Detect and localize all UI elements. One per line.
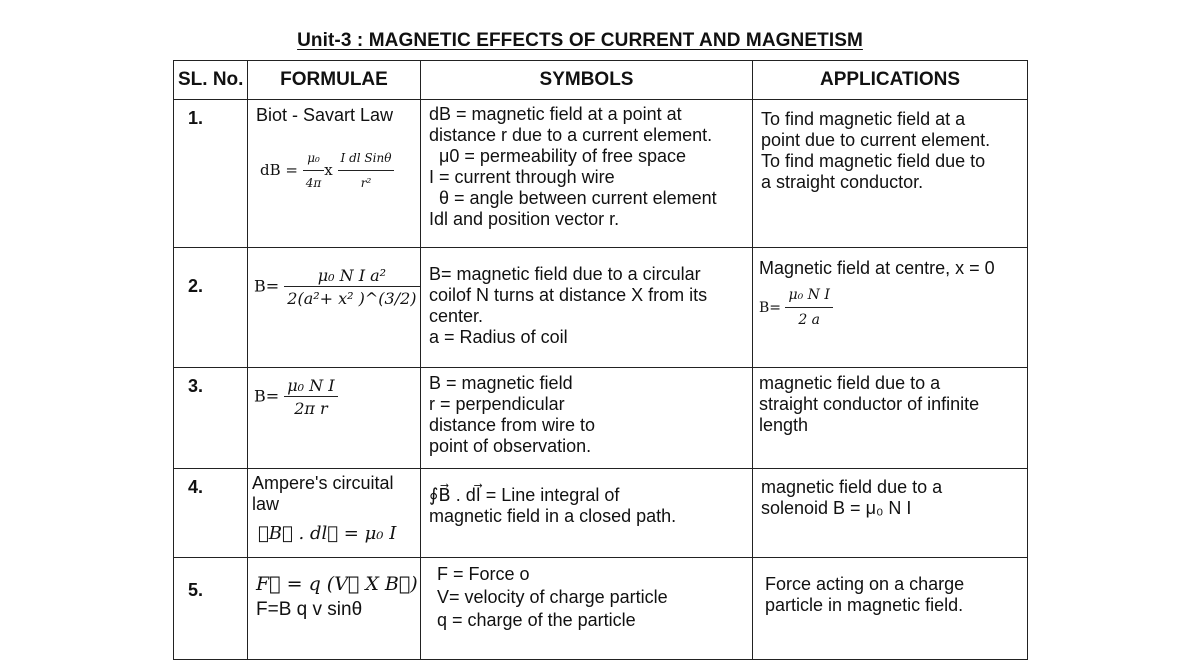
page-title: Unit-3 : MAGNETIC EFFECTS OF CURRENT AND MAGNETISM [297, 30, 863, 51]
table-row [174, 100, 1028, 248]
symbols-list: B = magnetic field r = perpendicular distance from wire to point of observation. [429, 372, 596, 456]
formula-name: Ampere's circuital [252, 473, 394, 494]
applications-list: Force acting on a charge particle in magnetic field. [765, 574, 965, 616]
applications-list: magnetic field due to a straight conductor of infinite length [759, 372, 980, 435]
symbols-list: dB = magnetic field at a point at distance r due to a current element. μ0 = permeability of free space I = current through wire θ = angle between current element Idl and position vector r. [429, 104, 717, 230]
table-row [174, 558, 1028, 660]
symbols-list: B= magnetic field due to a circular coilof N turns at distance X from its center. a = Radius of coil [429, 263, 708, 347]
table-header-row [174, 61, 1028, 100]
formula-equation: B= $\frac{\text{μ₀ N I a²}}{\text{2(a²+ x² )\textasciicircum{}(3/2)}}$ [248, 266, 420, 308]
header-symbols: SYMBOLS [421, 61, 753, 100]
formula-equation: ∮B⃗ . dl⃗ = μ₀ I [258, 523, 397, 545]
header-formulae: FORMULAE [248, 61, 421, 100]
serial-number: 1. [188, 108, 204, 129]
symbols-list: F = Force o V= velocity of charge particle q = charge of the particle [437, 564, 668, 631]
formula-equation: F⃗ = q (V⃗ X B⃗) [256, 573, 418, 596]
applications-list: Magnetic field at centre, x = 0 B= $\frac{\text{μ₀ N I}}{2 a}$ [753, 248, 1027, 335]
table-row [174, 367, 1028, 469]
table-row [174, 247, 1028, 367]
formula-name: Biot - Savart Law [256, 105, 394, 126]
applications-list: To find magnetic field at a point due to current element. To find magnetic field due to a straight conductor. [761, 109, 991, 193]
application-formula: B= $\frac{\text{μ₀ N I}}{2 a}$ [759, 285, 1019, 331]
applications-list: magnetic field due to a solenoid B = μ₀ N I [761, 477, 943, 519]
serial-number: 5. [188, 580, 204, 601]
header-sl-no: SL. No. [174, 61, 248, 100]
serial-number: 3. [188, 375, 204, 396]
serial-number: 4. [188, 477, 204, 498]
formula-equation: B= $\frac{\text{μ₀ N I}}{\text{2π r}}$ [248, 376, 420, 418]
formula-equation-alt: F=B q v sinθ [256, 599, 363, 621]
symbols-list: ∮B⃗ . dl⃗ = Line integral of magnetic field in a closed path. [429, 485, 677, 527]
table-row [174, 469, 1028, 558]
serial-number: 2. [188, 275, 204, 296]
formula-table [173, 60, 1028, 660]
header-applications: APPLICATIONS [753, 61, 1028, 100]
formula-name-cont: law [252, 494, 280, 515]
formula-equation: dB = $\frac{\text{μ₀}}{4\pi}$ x $\frac{\text{I dl Sinθ}}{\text{r²}}$ [256, 148, 412, 194]
